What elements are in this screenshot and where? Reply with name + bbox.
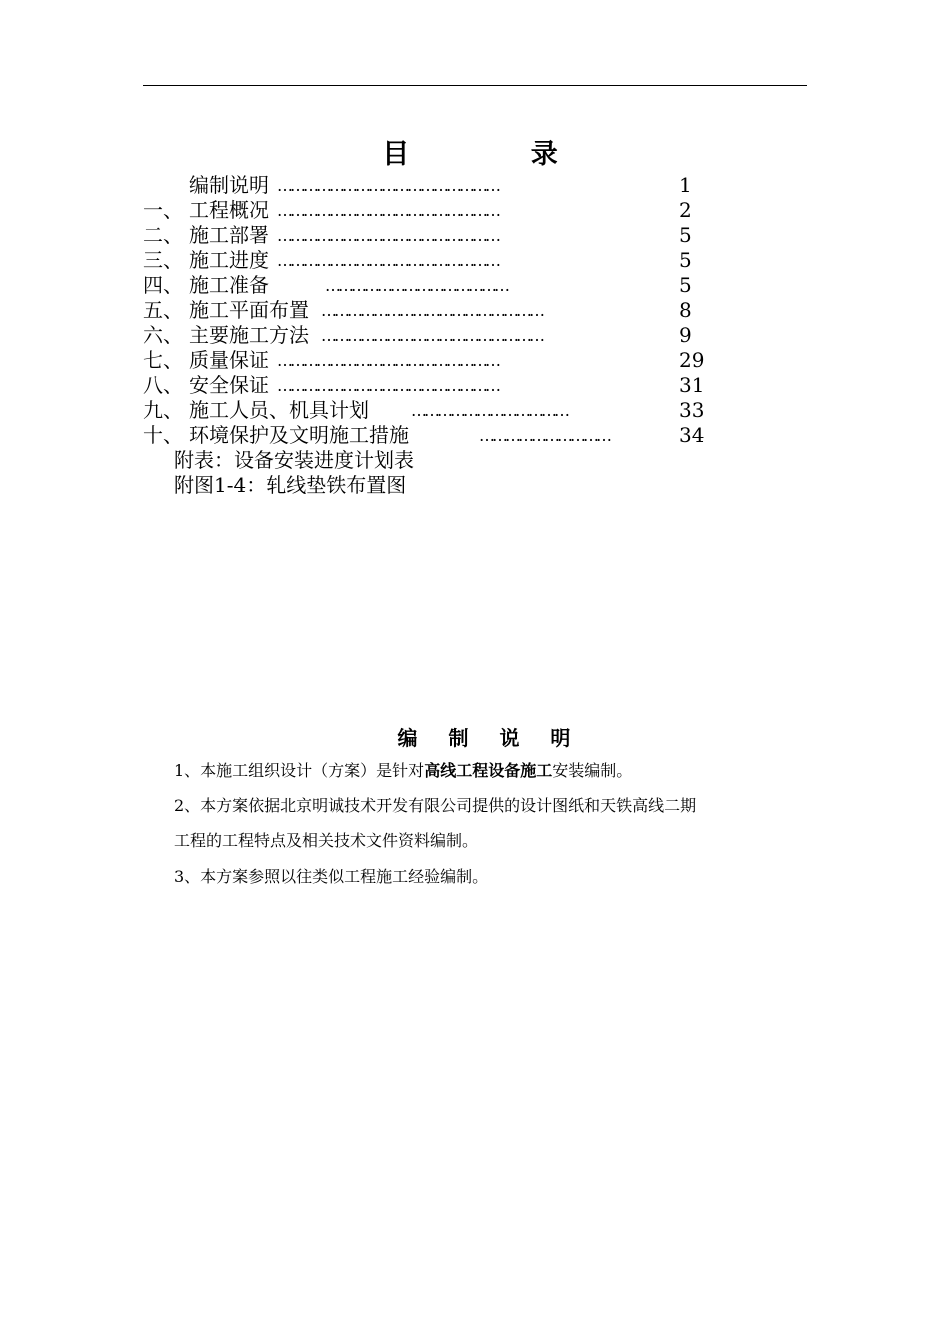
toc-entry[interactable]	[143, 423, 723, 448]
toc-entry-page: 31	[679, 373, 705, 397]
toc-entry[interactable]	[143, 223, 723, 248]
toc-entry-label: 主要施工方法	[189, 323, 309, 347]
toc-entry-label: 施工准备	[189, 273, 269, 297]
toc-entry-leader: …………………………	[479, 426, 609, 445]
toc-entry-leader: ……………………………………………	[321, 326, 542, 345]
toc-entry[interactable]	[143, 298, 723, 323]
toc-entry-number: 八、	[143, 373, 183, 397]
toc-entry-page: 34	[679, 423, 705, 447]
toc-entry-number: 一、	[143, 198, 183, 222]
toc-entry-number: 五、	[143, 298, 183, 322]
toc-entry-label: 环境保护及文明施工措施	[189, 423, 409, 447]
toc-entry[interactable]	[143, 248, 723, 273]
toc-entry-leader: ……………………………………………	[321, 301, 542, 320]
appendix-figure-entry[interactable]: 附图1-4：轧线垫铁布置图	[174, 473, 407, 497]
toc-entry-number: 九、	[143, 398, 183, 422]
toc-title: 目 录	[382, 139, 614, 170]
paragraph-item-3: 3、本方案参照以往类似工程施工经验编制。	[174, 867, 489, 886]
toc-entry-page: 9	[679, 323, 692, 347]
toc-entry-leader: ……………………………………………	[277, 376, 498, 395]
toc-entry[interactable]	[143, 323, 723, 348]
toc-entry-leader: ………………………………	[411, 401, 567, 420]
toc-entry-label: 施工人员、机具计划	[189, 398, 369, 422]
section-title: 编 制 说 明	[397, 726, 583, 750]
paragraph-item-2-line-1: 2、本方案依据北京明诚技术开发有限公司提供的设计图纸和天铁高线二期	[174, 796, 697, 815]
toc-entry-page: 1	[679, 173, 692, 197]
paragraph-text: 安装编制。	[552, 761, 633, 780]
toc-entry-number: 六、	[143, 323, 183, 347]
toc-entry-leader: ……………………………………………	[277, 201, 498, 220]
toc-entry-label: 工程概况	[189, 198, 269, 222]
toc-entry-page: 33	[679, 398, 705, 422]
toc-entry-number: 三、	[143, 248, 183, 272]
toc-entry[interactable]	[143, 373, 723, 398]
paragraph-item-1	[174, 760, 632, 782]
table-of-contents	[143, 173, 723, 448]
header-rule	[143, 85, 807, 86]
toc-entry-leader: ……………………………………………	[277, 226, 498, 245]
toc-entry-leader: ……………………………………………	[277, 351, 498, 370]
toc-entry-page: 2	[679, 198, 692, 222]
toc-entry-label: 编制说明	[189, 173, 269, 197]
toc-entry[interactable]	[143, 198, 723, 223]
toc-entry-number: 二、	[143, 223, 183, 247]
toc-entry-leader: ……………………………………………	[277, 251, 498, 270]
toc-entry-leader: ……………………………………	[325, 276, 507, 295]
toc-entry-page: 5	[679, 223, 692, 247]
toc-entry[interactable]	[143, 398, 723, 423]
toc-entry-label: 施工平面布置	[189, 298, 309, 322]
toc-entry-number: 七、	[143, 348, 183, 372]
toc-entry-number: 四、	[143, 273, 183, 297]
toc-entry-leader: ……………………………………………	[277, 176, 498, 195]
toc-entry-page: 5	[679, 273, 692, 297]
toc-entry-page: 8	[679, 298, 692, 322]
toc-entry[interactable]	[143, 173, 723, 198]
toc-entry-number: 十、	[143, 423, 183, 447]
toc-entry[interactable]	[143, 273, 723, 298]
toc-entry-label: 安全保证	[189, 373, 269, 397]
toc-entry-label: 质量保证	[189, 348, 269, 372]
paragraph-text: 1、本施工组织设计（方案）是针对	[174, 761, 425, 780]
toc-entry-page: 29	[679, 348, 705, 372]
emphasized-text: 高线工程设备施工	[424, 761, 553, 780]
toc-entry-page: 5	[679, 248, 692, 272]
toc-entry[interactable]	[143, 348, 723, 373]
appendix-table-entry[interactable]: 附表：设备安装进度计划表	[174, 448, 414, 472]
toc-entry-label: 施工部署	[189, 223, 269, 247]
paragraph-item-2-line-2: 工程的工程特点及相关技术文件资料编制。	[174, 831, 479, 850]
toc-entry-label: 施工进度	[189, 248, 269, 272]
